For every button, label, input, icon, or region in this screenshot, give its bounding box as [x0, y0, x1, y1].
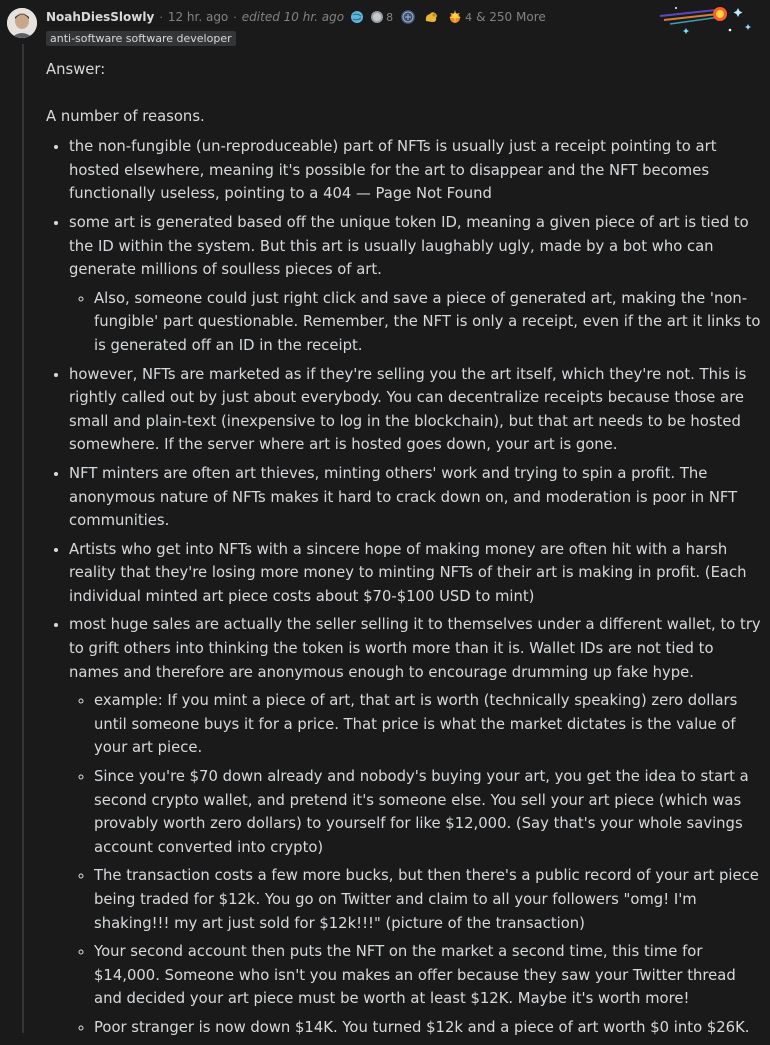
- award-count: 4: [465, 10, 473, 24]
- wholesome-award-icon: [399, 9, 417, 25]
- sub-list-item: [94, 765, 762, 859]
- user-flair: anti-software software developer: [46, 31, 236, 46]
- sub-list-item: [94, 940, 762, 1011]
- award-count: 8: [386, 10, 394, 24]
- sub-list-item-text: Your second account then puts the NFT on the market a second time, this time for $14,000. Someone who isn't you makes an offer because they saw your Twitter thread and decided your art piece must be worth at least $12K. Maybe it's worth more!: [94, 943, 736, 1008]
- award-wholesome[interactable]: [399, 9, 417, 25]
- list-item-text: Artists who get into NFTs with a sincere hope of making money are often hit with a harsh reality that they're losing more money to minting NFTs of their art is making in profit. (Each individual minted art piece costs about $70-$100 USD to mint): [69, 540, 747, 605]
- sub-list-item: [94, 689, 762, 760]
- sub-list-item: [94, 1016, 762, 1040]
- edited-timestamp: edited 10 hr. ago: [241, 10, 345, 24]
- answer-label: Answer:: [46, 61, 106, 78]
- separator-dot: ·: [233, 10, 237, 24]
- list-item-text: most huge sales are actually the seller selling it to themselves under a different wallet, to try to grift others into thinking the token is worth more than it is. Wallet IDs are not tied to names and therefore are anonymous enough to encourage drumming up fake hype.: [69, 616, 761, 681]
- sub-list-item-text: Poor stranger is now down $14K. You turned $12k and a piece of art worth $0 into $26K.: [94, 1018, 750, 1036]
- sub-list-item-text: Also, someone could just right click and save a piece of generated art, making the 'non-fungible' part questionable. Remember, the NFT is only a receipt, even if the art it links to is generated off an ID in the receipt.: [94, 289, 761, 354]
- sub-list: [69, 287, 762, 358]
- award-sparkle[interactable]: [447, 9, 472, 25]
- muscle-award-icon: [423, 9, 441, 25]
- list-item: [69, 462, 762, 533]
- sparkle-award-icon: [447, 9, 463, 25]
- award-coin[interactable]: [370, 10, 393, 24]
- comment-body: [46, 58, 762, 1045]
- list-item: [69, 613, 762, 1039]
- sub-list-item-text: Since you're $70 down already and nobody's buying your art, you get the idea to start a second crypto wallet, and pretend it's someone else. You sell your art piece (which was provably worth zero dollars) to yourself for like $12,000. (Say that's your whole savings account converted into crypto): [94, 768, 749, 856]
- list-item: [69, 211, 762, 358]
- list-item-text: however, NFTs are marketed as if they're selling you the art itself, which they're not. This is rightly called out by just about everybody. You can decentralize receipts because those are small and plain-text (inexpensive to log in the blockchain), but that art needs to be hosted somewhere. If the server where art is hosted goes down, your art is gone.: [69, 365, 747, 454]
- list-item: [69, 538, 762, 609]
- username-link[interactable]: NoahDiesSlowly: [46, 10, 155, 24]
- list-item: [69, 363, 762, 457]
- avatar[interactable]: [7, 8, 37, 38]
- list-item-text: NFT minters are often art thieves, minting others' work and trying to spin a profit. The anonymous nature of NFTs makes it hard to crack down on, and moderation is poor in NFT communities.: [69, 464, 738, 530]
- award-globe[interactable]: [350, 10, 364, 24]
- list-item: [69, 135, 762, 206]
- more-awards-link[interactable]: & 250 More: [476, 10, 546, 24]
- coin-award-icon: [370, 10, 384, 24]
- sub-list-item: [94, 864, 762, 935]
- sub-list-item-text: example: If you mint a piece of art, that art is worth (technically speaking) zero dollars until someone buys it for a price. That price is what the market dictates is the value of your art piece.: [94, 692, 738, 757]
- award-muscle[interactable]: [423, 9, 441, 25]
- sub-list: [69, 689, 762, 1039]
- thread-line[interactable]: [22, 44, 24, 1033]
- shooting-star-banner-icon: [656, 2, 756, 38]
- list-item-text: some art is generated based off the unique token ID, meaning a given piece of art is tied to the ID within the system. But this art is usually laughably ugly, made by a bot who can generate millions of soulless pieces of art.: [69, 213, 749, 279]
- separator-dot: ·: [159, 10, 163, 24]
- lead-paragraph: A number of reasons.: [46, 107, 205, 125]
- sub-list-item: [94, 287, 762, 358]
- timestamp[interactable]: 12 hr. ago: [167, 10, 229, 24]
- globe-award-icon: [350, 10, 364, 24]
- sub-list-item-text: The transaction costs a few more bucks, but then there's a public record of your art piece being traded for $12k. You go on Twitter and claim to all your followers "omg! I'm shaking!!! my art just sold for $12k!!!" (picture of the transaction): [94, 867, 759, 932]
- reasons-list: [46, 135, 762, 1039]
- list-item-text: the non-fungible (un-reproduceable) part of NFTs is usually just a receipt pointing to art hosted elsewhere, meaning it's possible for the art to disappear and the NFT becomes functionally useless, pointing to a 404 — Page Not Found: [69, 138, 717, 203]
